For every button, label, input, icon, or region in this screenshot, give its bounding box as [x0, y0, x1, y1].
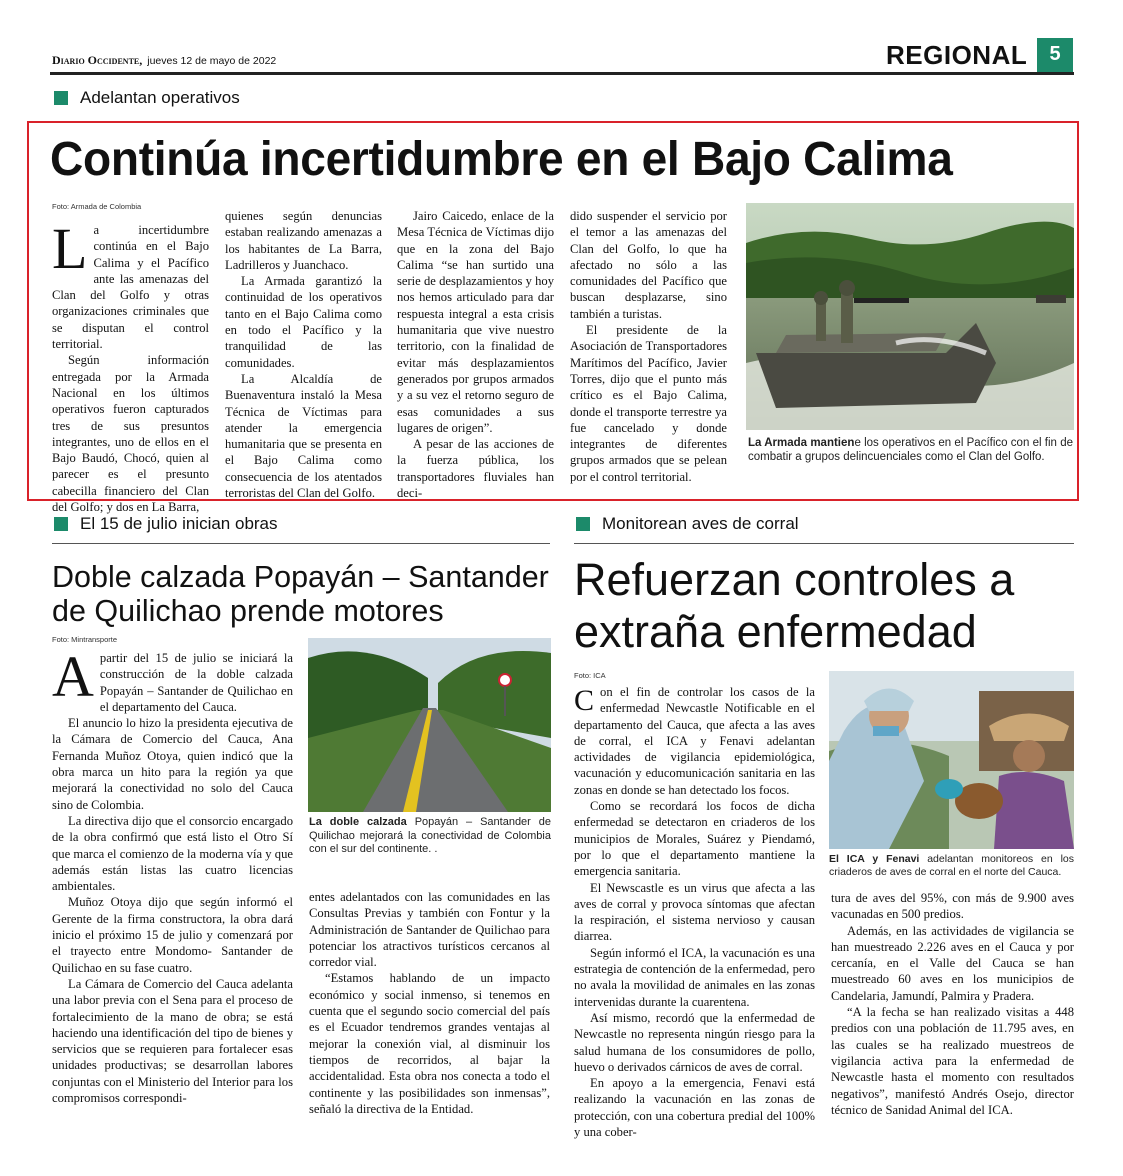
paragraph: La Armada garantizó la continuidad de los operativos tanto en el Bajo Calima como en todo el Pacífico y la tranquilidad de las comunidades.	[225, 274, 382, 370]
article2-photo-credit: Foto: Mintransporte	[52, 635, 118, 644]
paragraph: Jairo Caicedo, enlace de la Mesa Técnica de Víctimas dijo que en la zona del Bajo Calima “se han surtido una serie de desplazamientos y hoy nos hemos articulado para dar respuesta integral a esta crisis humanitaria que vive nuestro territorio, con la finalidad de evitar más desplazamientos generados por grupos armados y a su vez el retorno seguro de esas comunidades a sus lugares de origen”.	[397, 209, 554, 435]
paragraph: La Alcaldía de Buenaventura instaló la Mesa Técnica de Víctimas para atender la emergencia humanitaria que se presenta en el Bajo Calima como consecuencia de los atentados terroristas del Clan del Golfo.	[225, 371, 382, 501]
paper-name: Diario Occidente,	[52, 53, 143, 67]
article3-kicker	[576, 514, 799, 534]
paragraph: Además, en las actividades de vigilancia se han muestreado 2.226 aves en el Cauca y por cercanía, en el Valle del Cauca se han muestreado 60 aves en los municipios de Candelaria, Jamundí, Palmira y Pradera.	[831, 923, 1074, 1003]
article1-col2	[225, 208, 382, 501]
paragraph: quienes según denuncias estaban realizando amenazas a los habitantes de La Barra, Ladrilleros y Juanchaco.	[225, 209, 382, 272]
paragraph: Según información entregada por la Armada Nacional en los últimos operativos fueron capturados tres de sus presuntos integrantes, uno de ellos en el Bajo Baudó, Chocó, quien al parecer es el presunto cabecilla financiero del Clan del Golfo; y dos en La Barra,	[52, 353, 209, 515]
paragraph: a incertidumbre continúa en el Bajo Calima y el Pacífico ante las amenazas del Clan del Golfo y otras organizaciones criminales que se disputan el control territorial.	[52, 223, 209, 352]
article2-kicker	[54, 514, 278, 534]
headline-line: de Quilichao prende motores	[52, 594, 444, 628]
kicker-square-icon	[54, 91, 68, 105]
caption-bold: La doble calzada	[309, 816, 407, 828]
paragraph: “A la fecha se han realizado visitas a 448 predios con una población de 11.795 aves, en las cuales se ha realizado muestreos de vigilancia activa para la enfermedad de Newcastle hasta el momento con resultados negativos”, manifestó Andrés Osejo, director técnico de Sanidad Animal del ICA.	[831, 1005, 1074, 1117]
section-title: REGIONAL	[886, 40, 1028, 70]
article3-photo-vaccination	[829, 671, 1074, 849]
kicker-square-icon	[54, 517, 68, 531]
article3-col2	[831, 890, 1074, 1118]
article2-rule	[52, 543, 550, 544]
kicker-text: El 15 de julio inician obras	[80, 514, 278, 533]
paragraph: El anuncio lo hizo la presidenta ejecutiva de la Cámara de Comercio del Cauca, Ana Fernanda Muñoz Otoya, quien indicó que la obra marca un hito para la región ya que mejorará la conectividad no solo del Cauca sino de Colombia.	[52, 716, 293, 812]
paragraph: A pesar de las acciones de la fuerza pública, los transportadores fluviales han deci-	[397, 437, 554, 501]
caption-bold: El ICA y Fenavi	[829, 853, 920, 865]
kicker-text: Monitorean aves de corral	[602, 514, 799, 533]
paragraph: Muñoz Otoya dijo que según informó el Gerente de la firma constructora, la obra dará inicio el próximo 15 de julio y comenzará por el trayecto entre Mondomo- Santander de Quilichao en su fase cuatro.	[52, 895, 293, 975]
paragraph: partir del 15 de julio se iniciará la construcción de la doble calzada Popayán – Santander de Quilichao en el departamento del Cauca.	[99, 651, 293, 714]
paragraph: “Estamos hablando de un impacto económico y social inmenso, si tenemos en cuenta que el segundo socio comercial del país es el Ecuador tendremos grandes ventajas al mejorar la conexión vial, al disminuir los tiempos de recorridos, al bajar la accidentalidad. Esta obra nos conecta a todo el continente y las posibilidades son inmensas”, señaló la directiva de la Entidad.	[309, 971, 550, 1116]
article1-headline: Continúa incertidumbre en el Bajo Calima	[50, 133, 953, 186]
paragraph: on el fin de controlar los casos de la enfermedad Newcastle Notificable en el departamento del Cauca, que afecta a las aves de corral, el ICA y Fenavi adelantan actividades de vigilancia epidemiológica, vacunación y educomunicación sanitaria en las zonas en donde se han detectado los focos.	[574, 685, 815, 797]
kicker-square-icon	[576, 517, 590, 531]
paragraph: La Cámara de Comercio del Cauca adelanta una labor previa con el Sena para el proceso de fortalecimiento de la mano de obra; se está haciendo una identificación del tipo de bienes y servicios que se requieren para fortalecer esas unidades productivas; se desarrollan labores conjuntas con el Ministerio del Interior para los compromisos correspondi-	[52, 976, 293, 1106]
drop-cap: L	[52, 216, 88, 281]
caption-text: adelantan monitoreos en los criaderos de aves de corral en el norte del Cauca.	[829, 853, 1075, 878]
article1-photo-credit: Foto: Armada de Colombia	[52, 202, 142, 211]
article2-caption	[309, 816, 551, 857]
paragraph: La directiva dijo que el consorcio encargado de la obra confirmó que está listo el Otro Sí que marca el comienzo de la moderna vía y que además están listas las cuatro licencias ambientales.	[52, 813, 293, 894]
article3-caption	[829, 853, 1074, 879]
paragraph: entes adelantados con las comunidades en las Consultas Previas y también con Fontur y la Administración de Santander de Quilichao para potenciar los atractivos turísticos cercanos al corredor vial.	[309, 890, 550, 970]
article2-col1	[52, 644, 293, 1106]
caption-text: e los operativos en el Pacífico con el fin de combatir a grupos delincuenciales como el Clan del Golfo.	[748, 437, 1074, 463]
article3-headline	[574, 554, 1014, 658]
paragraph: Como se recordará los focos de dicha enfermedad se detectaron en criaderos de los municipios de Morales, Suárez y Piendamó, por lo que el departamento mantiene la emergencia sanitaria.	[574, 799, 815, 879]
paragraph: El Newscastle es un virus que afecta a las aves de corral y provoca síntomas que afectan la respiración, el sistema nervioso y causan diarrea.	[574, 880, 815, 944]
drop-cap: A	[52, 644, 94, 709]
paragraph: Según informó el ICA, la vacunación es una estrategia de contención de la enfermedad, pero no avala la movilidad de animales en las zonas intervenidas durante la cuarentena.	[574, 945, 815, 1009]
article1-photo-boat	[746, 203, 1074, 430]
paragraph: Así mismo, recordó que la enfermedad de Newcastle no representa ningún riesgo para la salud humana de los consumidores de pollo, huevo o derivados cárnicos de aves de corral.	[574, 1010, 815, 1074]
article3-col1	[574, 684, 815, 1140]
headline-line: extraña enfermedad	[574, 606, 977, 657]
drop-cap: C	[574, 684, 595, 717]
masthead	[52, 53, 276, 68]
article3-photo-credit: Foto: ICA	[574, 671, 606, 680]
headline-line: Doble calzada Popayán – Santander	[52, 560, 549, 594]
paragraph: tura de aves del 95%, con más de 9.900 aves vacunadas en 500 predios.	[831, 891, 1074, 922]
article1-col1	[52, 216, 209, 515]
caption-text: Popayán – Santander de Quilichao mejorará la conectividad de Colombia con el sur del continente. .	[309, 816, 551, 855]
article1-kicker	[54, 88, 240, 108]
article1-col3	[397, 208, 554, 501]
headline-line: Refuerzan controles a	[574, 554, 1015, 605]
kicker-text: Adelantan operativos	[80, 88, 240, 107]
page-number: 5	[1037, 38, 1073, 72]
caption-bold: La Armada mantien	[748, 437, 855, 449]
paragraph: El presidente de la Asociación de Transportadores Marítimos del Pacífico, Javier Torres, dijo que el punto más crítico es el Bajo Calima, donde el transporte terrestre ya fue cancelado y donde integrantes de diferentes grupos armados que se pelean por el control territorial.	[570, 323, 727, 484]
article2-headline	[52, 560, 549, 628]
issue-date: jueves 12 de mayo de 2022	[147, 55, 277, 67]
article2-photo-road	[308, 638, 551, 812]
article3-rule	[574, 543, 1074, 544]
article2-col2	[309, 889, 550, 1117]
paragraph: dido suspender el servicio por el temor a las amenazas del Clan del Golfo, lo que ha afectado no sólo a las comunidades del Pacífico que buscan desplazarse, sino también a turistas.	[570, 209, 727, 321]
paragraph: En apoyo a la emergencia, Fenavi está realizando la vacunación en las zonas de protección, con una cobertura predial del 100% y una cober-	[574, 1076, 815, 1140]
article1-col4	[570, 208, 727, 485]
header-rule	[50, 72, 1074, 75]
article1-caption	[748, 436, 1073, 464]
